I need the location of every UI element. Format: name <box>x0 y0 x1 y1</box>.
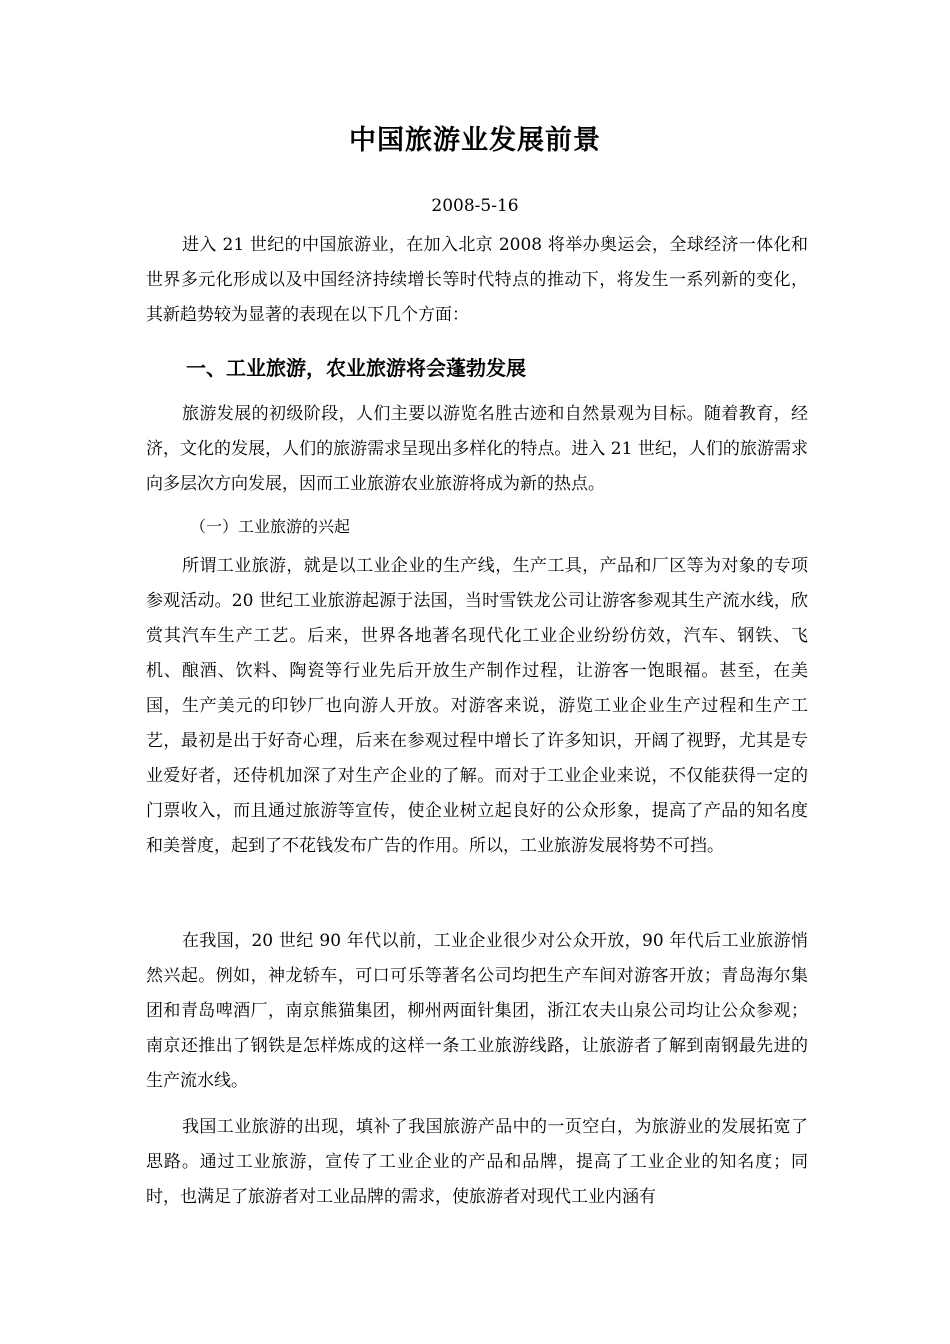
document-date: 2008-5-16 <box>431 196 519 216</box>
significance-paragraph: 我国工业旅游的出现，填补了我国旅游产品中的一页空白，为旅游业的发展拓宽了思路。通过工业旅游，宣传了工业企业的产品和品牌，提高了工业企业的知名度；同时，也满足了旅游者对工业品牌的需求，使旅游者对现代工业内涵有 <box>146 1117 808 1207</box>
document-title: 中国旅游业发展前景 <box>349 125 601 156</box>
industrial-tourism-definition-paragraph: 所谓工业旅游，就是以工业企业的生产线，生产工具，产品和厂区等为对象的专项参观活动。20 世纪工业旅游起源于法国，当时雪铁龙公司让游客参观其生产流水线，欣赏其汽车生产工艺。后来，世界各地著名现代化工业企业纷纷仿效，汽车、钢铁、飞机、酿酒、饮料、陶瓷等行业先后开放生产制作过程，让游客一饱眼福。甚至，在美国，生产美元的印钞厂也向游人开放。对游客来说，游览工业企业生产过程和生产工艺，最初是出于好奇心理，后来在参观过程中增长了许多知识，开阔了视野，尤其是专业爱好者，还侍机加深了对生产企业的了解。而对于工业企业来说，不仅能获得一定的门票收入，而且通过旅游等宣传，使企业树立起良好的公众形象，提高了产品的知名度和美誉度，起到了不花钱发布广告的作用。所以，工业旅游发展将势不可挡。 <box>146 556 808 856</box>
subsection-heading-1: （一）工业旅游的兴起 <box>190 517 351 536</box>
china-industrial-tourism-paragraph: 在我国，20 世纪 90 年代以前，工业企业很少对公众开放，90 年代后工业旅游悄然兴起。例如，神龙轿车，可口可乐等著名公司均把生产车间对游客开放；青岛海尔集团和青岛啤酒厂，南京熊猫集团，柳州两面针集团，浙江农夫山泉公司均让公众参观；南京还推出了钢铁是怎样炼成的这样一条工业旅游线路，让旅游者了解到南钢最先进的生产流水线。 <box>146 931 808 1091</box>
intro-paragraph: 进入 21 世纪的中国旅游业，在加入北京 2008 将举办奥运会，全球经济一体化和世界多元化形成以及中国经济持续增长等时代特点的推动下，将发生一系列新的变化，其新趋势较为显著的表现在以下几个方面： <box>146 235 808 325</box>
section-heading-1: 一、工业旅游，农业旅游将会蓬勃发展 <box>186 356 526 380</box>
section1-paragraph: 旅游发展的初级阶段，人们主要以游览名胜古迹和自然景观为目标。随着教育，经济，文化的发展，人们的旅游需求呈现出多样化的特点。进入 21 世纪，人们的旅游需求向多层次方向发展，因而工业旅游农业旅游将成为新的热点。 <box>146 404 808 494</box>
